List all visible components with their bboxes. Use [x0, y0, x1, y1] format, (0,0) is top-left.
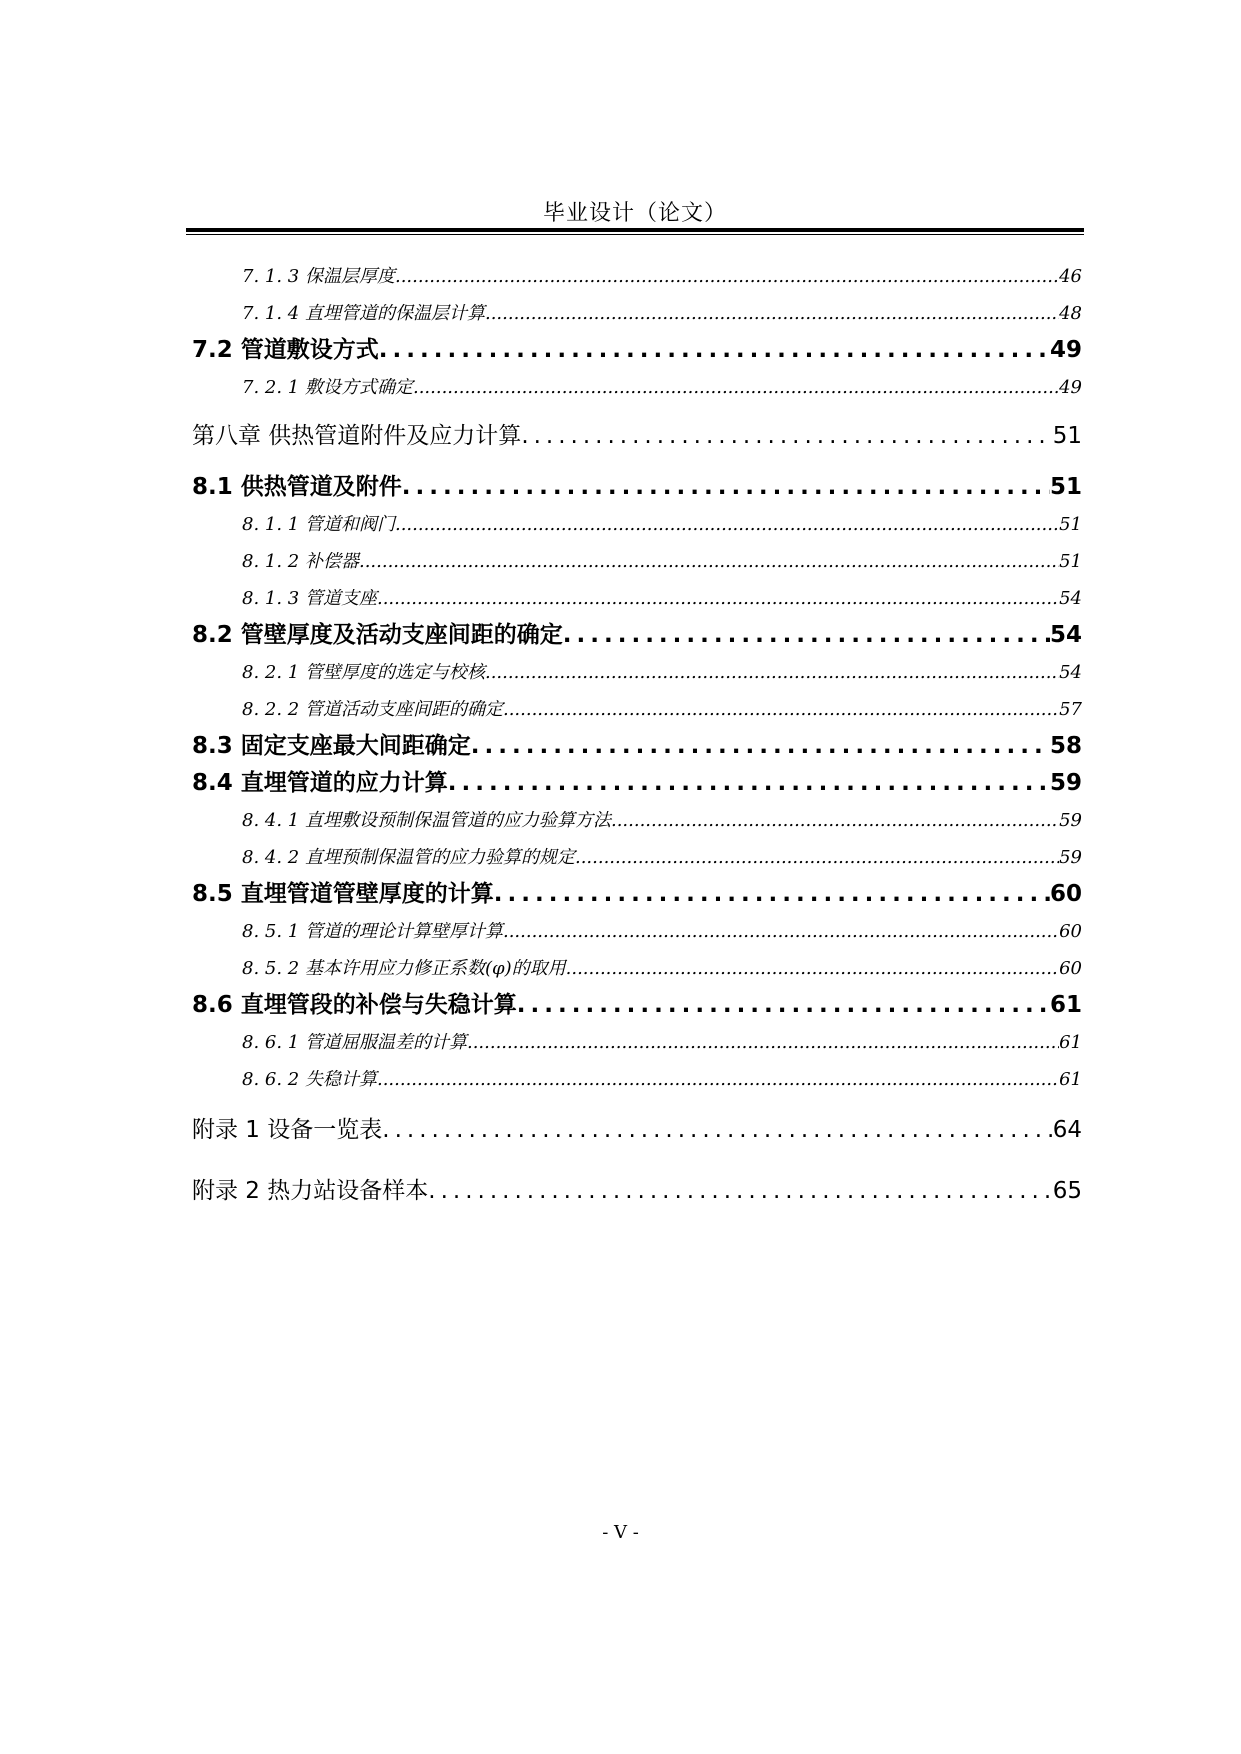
- toc-entry-label: 附录 1 设备一览表: [192, 1117, 383, 1143]
- toc-entry[interactable]: [192, 1061, 1082, 1098]
- toc-leader-dots: [563, 617, 1050, 654]
- header-rule-thin: [186, 234, 1084, 235]
- toc-section-entry[interactable]: [192, 469, 1082, 506]
- page-number-footer: - V -: [602, 1522, 639, 1543]
- toc-entry-page: 60: [1049, 881, 1082, 907]
- toc-entry-page: 58: [1049, 733, 1082, 759]
- toc-entry-page: 64: [1052, 1117, 1082, 1143]
- toc-entry[interactable]: [192, 913, 1082, 950]
- toc-section-entry[interactable]: [192, 876, 1082, 913]
- toc-section-entry[interactable]: [192, 332, 1082, 369]
- toc-entry-page: 51: [1059, 514, 1082, 535]
- toc-leader-dots: [485, 295, 1059, 332]
- toc-entry-label: 7. 2. 1 敷设方式确定: [242, 377, 413, 398]
- toc-entry-page: 49: [1059, 377, 1082, 398]
- toc-leader-dots: [611, 802, 1059, 839]
- toc-leader-dots: [359, 543, 1059, 580]
- toc-leader-dots: [379, 332, 1050, 369]
- toc-entry-label: 8. 6. 1 管道屈服温差的计算: [242, 1032, 467, 1053]
- toc-entry[interactable]: [192, 839, 1082, 876]
- toc-entry[interactable]: [192, 543, 1082, 580]
- toc-entry-label: 8. 5. 1 管道的理论计算壁厚计算: [242, 921, 503, 942]
- toc-entry-label: 8. 1. 1 管道和阀门: [242, 514, 395, 535]
- toc-leader-dots: [448, 765, 1050, 802]
- toc-entry-page: 51: [1059, 551, 1082, 572]
- toc-entry-page: 46: [1059, 266, 1082, 287]
- toc-appendix-entry[interactable]: [192, 1112, 1082, 1149]
- toc-leader-dots: [395, 506, 1059, 543]
- toc-entry-label: 7.2 管道敷设方式: [192, 337, 379, 363]
- toc-leader-dots: [503, 913, 1059, 950]
- toc-entry-label: 8. 4. 2 直埋预制保温管的应力验算的规定: [242, 847, 575, 868]
- toc-entry-page: 57: [1059, 699, 1082, 720]
- toc-entry-page: 65: [1052, 1178, 1082, 1204]
- toc-leader-dots: [471, 728, 1050, 765]
- page-header-title: 毕业设计（论文）: [542, 201, 727, 226]
- toc-entry-page: 51: [1052, 423, 1082, 449]
- toc-leader-dots: [521, 418, 1052, 455]
- toc-entry[interactable]: [192, 580, 1082, 617]
- toc-entry-page: 48: [1059, 303, 1082, 324]
- toc-entry[interactable]: [192, 295, 1082, 332]
- header-rule-thick: [186, 228, 1084, 232]
- toc-entry-label: 8.3 固定支座最大间距确定: [192, 733, 471, 759]
- toc-leader-dots: [382, 1112, 1052, 1149]
- toc-entry[interactable]: [192, 1024, 1082, 1061]
- toc-section-entry[interactable]: [192, 617, 1082, 654]
- toc-leader-dots: [566, 950, 1059, 987]
- toc-leader-dots: [377, 580, 1059, 617]
- toc-entry-label: 8.1 供热管道及附件: [192, 474, 402, 500]
- toc-entry-label: 8. 4. 1 直埋敷设预制保温管道的应力验算方法: [242, 810, 611, 831]
- toc-chapter-entry[interactable]: [192, 418, 1082, 455]
- toc-section-entry[interactable]: [192, 987, 1082, 1024]
- toc-entry-label: 8. 1. 2 补偿器: [242, 551, 359, 572]
- toc-leader-dots: [377, 1061, 1059, 1098]
- toc-entry-label: 8. 2. 2 管道活动支座间距的确定: [242, 699, 503, 720]
- toc-entry-page: 59: [1049, 770, 1082, 796]
- toc-leader-dots: [428, 1173, 1052, 1210]
- toc-entry-page: 49: [1049, 337, 1082, 363]
- toc-entry-page: 61: [1049, 992, 1082, 1018]
- toc-entry-label: 8.5 直埋管道管壁厚度的计算: [192, 881, 494, 907]
- toc-leader-dots: [517, 987, 1050, 1024]
- toc-leader-dots: [395, 258, 1059, 295]
- toc-entry-label: 7. 1. 4 直埋管道的保温层计算: [242, 303, 485, 324]
- toc-leader-dots: [575, 839, 1059, 876]
- toc-entry-page: 54: [1059, 588, 1082, 609]
- toc-entry-label: 第八章 供热管道附件及应力计算: [192, 423, 522, 449]
- toc-entry-page: 61: [1059, 1069, 1082, 1090]
- toc-leader-dots: [503, 691, 1059, 728]
- toc-entry-label: 8. 6. 2 失稳计算: [242, 1069, 377, 1090]
- toc-entry-label: 8. 1. 3 管道支座: [242, 588, 377, 609]
- toc-entry-page: 59: [1059, 810, 1082, 831]
- toc-entry-page: 60: [1059, 921, 1082, 942]
- toc-entry[interactable]: [192, 654, 1082, 691]
- toc-entry-label: 8.2 管壁厚度及活动支座间距的确定: [192, 622, 563, 648]
- toc-entry[interactable]: [192, 506, 1082, 543]
- toc-entry-page: 60: [1059, 958, 1082, 979]
- toc-entry-page: 51: [1049, 474, 1082, 500]
- toc-section-entry[interactable]: [192, 728, 1082, 765]
- toc-leader-dots: [494, 876, 1050, 913]
- toc-entry-page: 54: [1049, 622, 1082, 648]
- toc-entry-label: 附录 2 热力站设备样本: [192, 1178, 429, 1204]
- toc-leader-dots: [402, 469, 1050, 506]
- toc-entry-label: 8. 5. 2 基本许用应力修正系数(φ)的取用: [242, 958, 566, 979]
- toc-leader-dots: [413, 369, 1059, 406]
- toc-entry[interactable]: [192, 369, 1082, 406]
- toc-entry-label: 7. 1. 3 保温层厚度: [242, 266, 395, 287]
- toc-appendix-entry[interactable]: [192, 1173, 1082, 1210]
- toc-entry[interactable]: [192, 691, 1082, 728]
- toc-leader-dots: [485, 654, 1059, 691]
- table-of-contents: [192, 258, 1082, 1210]
- toc-entry-label: 8.6 直埋管段的补偿与失稳计算: [192, 992, 517, 1018]
- toc-section-entry[interactable]: [192, 765, 1082, 802]
- toc-leader-dots: [467, 1024, 1059, 1061]
- toc-entry-label: 8.4 直埋管道的应力计算: [192, 770, 448, 796]
- toc-entry[interactable]: [192, 950, 1082, 987]
- toc-entry-page: 54: [1059, 662, 1082, 683]
- toc-entry-page: 59: [1059, 847, 1082, 868]
- toc-entry[interactable]: [192, 258, 1082, 295]
- toc-entry-page: 61: [1059, 1032, 1082, 1053]
- toc-entry[interactable]: [192, 802, 1082, 839]
- toc-entry-label: 8. 2. 1 管壁厚度的选定与校核: [242, 662, 485, 683]
